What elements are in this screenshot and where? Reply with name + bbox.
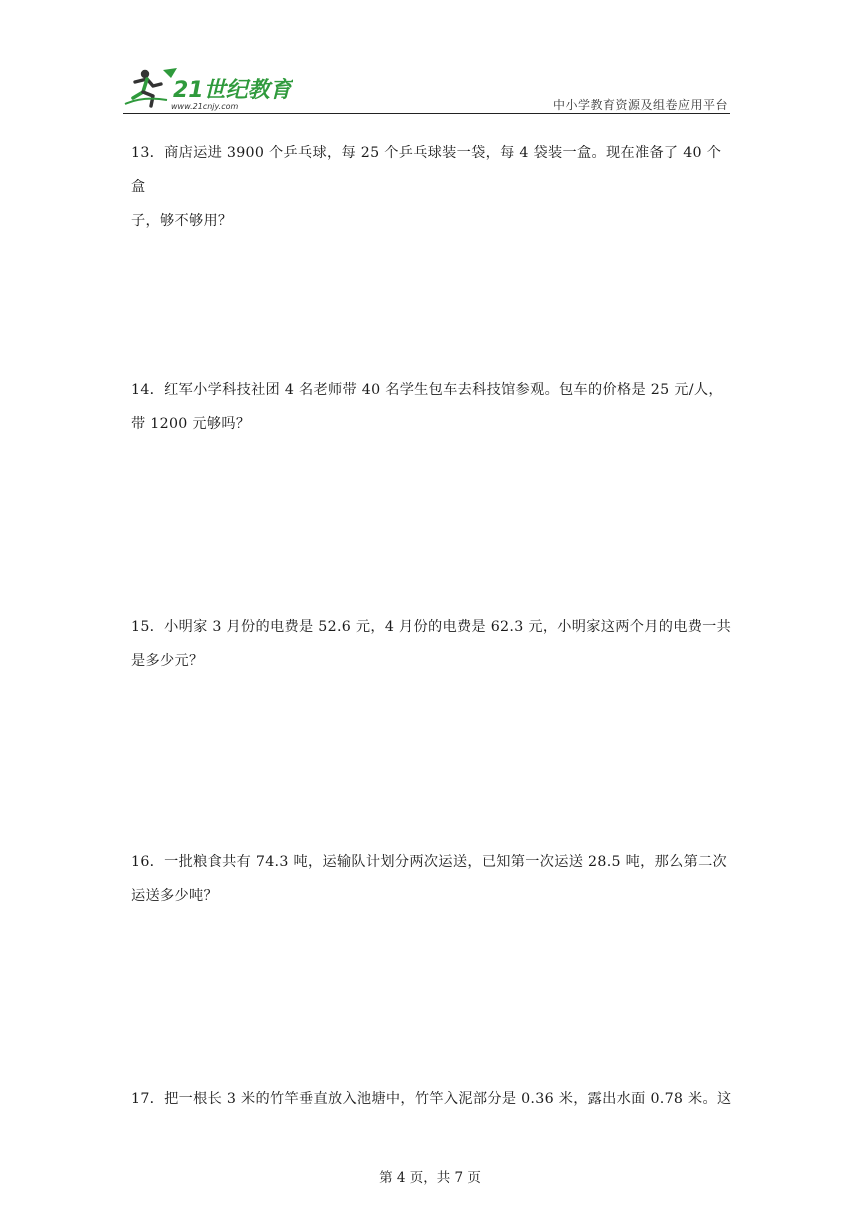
runner-icon (125, 68, 177, 106)
question-17-line-1: 17．把一根长 3 米的竹竿垂直放入池塘中，竹竿入泥部分是 0.36 米，露出水面 0.78 米。这 (131, 1091, 732, 1107)
question-15 (131, 610, 735, 678)
question-17 (131, 1082, 735, 1116)
question-15-line-2: 是多少元？ (131, 653, 204, 669)
question-16 (131, 845, 735, 913)
page-header (123, 66, 730, 114)
question-13 (131, 136, 735, 238)
logo-text: 21世纪教育 (173, 78, 292, 103)
question-14-line-1: 14．红军小学科技社团 4 名老师带 40 名学生包车去科技馆参观。包车的价格是 25 元/人， (131, 382, 723, 398)
question-16-line-1: 16．一批粮食共有 74.3 吨，运输队计划分两次运送，已知第一次运送 28.5 吨，那么第二次 (131, 854, 728, 870)
question-13-line-2: 子，够不够用？ (131, 213, 233, 229)
logo-21cnjy (123, 66, 293, 112)
logo-url: www.21cnjy.com (171, 102, 239, 111)
question-14 (131, 373, 735, 441)
header-divider (123, 113, 730, 114)
question-14-line-2: 带 1200 元够吗？ (131, 416, 251, 432)
question-13-line-1: 13．商店运进 3900 个乒乓球，每 25 个乒乓球装一袋，每 4 袋装一盒。现在准备了 40 个盒 (131, 145, 722, 195)
question-16-line-2: 运送多少吨？ (131, 888, 218, 904)
page-footer: 第 4 页，共 7 页 (379, 1170, 481, 1186)
header-tagline: 中小学教育资源及组卷应用平台 (552, 98, 728, 112)
question-15-line-1: 15．小明家 3 月份的电费是 52.6 元，4 月份的电费是 62.3 元，小明家这两个月的电费一共 (131, 619, 732, 635)
